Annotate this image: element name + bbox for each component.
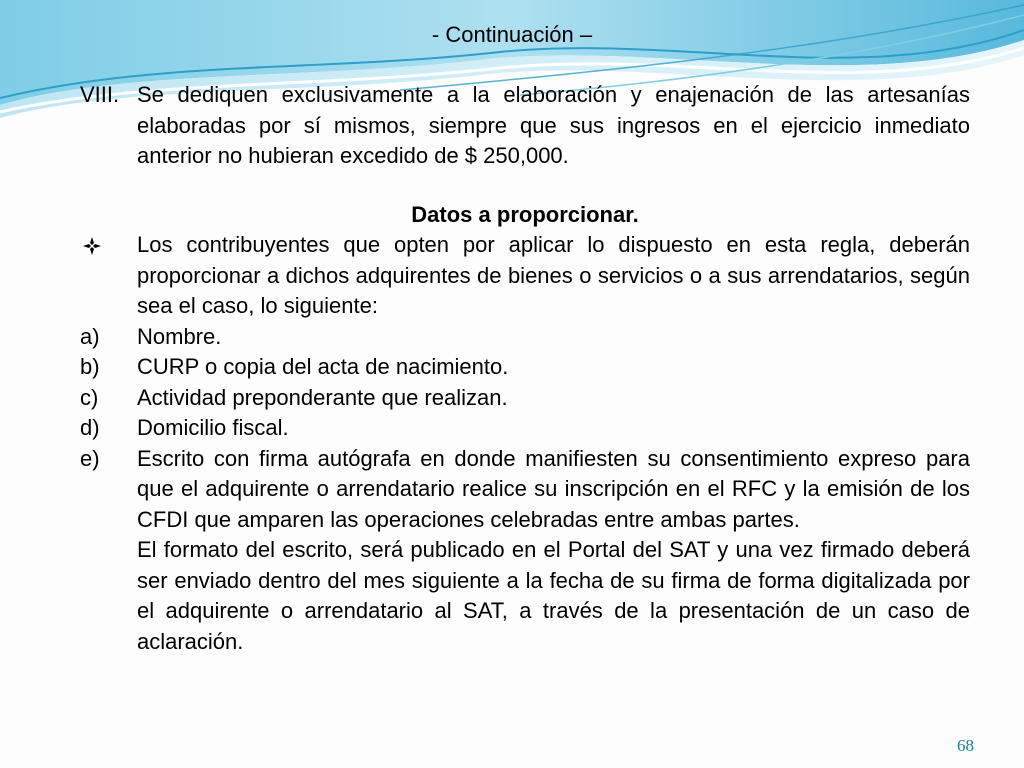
list-marker: c): [80, 384, 99, 410]
list-item-text: CURP o copia del acta de nacimiento.: [137, 354, 509, 379]
list-item-text: Se dediquen exclusivamente a la elaboración y enajenación de las artesanías elaboradas por sí mismos, siempre que sus ingresos en el ejercicio inmediato anterior no hubieran excedido de $ 250,000.: [137, 82, 970, 168]
list-item-b: [80, 352, 970, 383]
bullet-text: Los contribuyentes que opten por aplicar lo dispuesto en esta regla, deberán proporcionar a dichos adquirentes de bienes o servicios o a sus arrendatarios, según sea el caso, lo siguiente:: [137, 232, 970, 318]
list-marker: a): [80, 323, 100, 349]
list-item-text: Actividad preponderante que realizan.: [137, 384, 508, 410]
list-marker: d): [80, 415, 100, 440]
list-item-text: Nombre.: [137, 323, 222, 349]
diamond-bullet-icon: [83, 237, 101, 255]
list-item-e: [80, 444, 970, 536]
list-item-viii: [80, 80, 970, 172]
list-item-d: [80, 413, 970, 444]
list-item-text: Domicilio fiscal.: [137, 415, 289, 440]
section-heading: Datos a proporcionar.: [411, 201, 639, 227]
slide-title: - Continuación –: [431, 22, 593, 47]
list-marker: b): [80, 354, 100, 379]
list-marker: VIII.: [80, 82, 120, 107]
slide-content: [80, 80, 970, 657]
list-item-a: [80, 322, 970, 353]
bullet-item: [80, 230, 970, 322]
list-item-text: Escrito con firma autógrafa en donde manifiesten su consentimiento expreso para que el adquirente o arrendatario realice su inscripción en el RFC y la emisión de los CFDI que amparen las operaciones celebradas entre ambas partes.: [137, 445, 970, 532]
list-item-c: [80, 383, 970, 414]
closing-paragraph: El formato del escrito, será publicado en el Portal del SAT y una vez firmado deberá ser enviado dentro del mes siguiente a la fecha de su firma de forma digitalizada por el adquirente o arrendatario al SAT, a través de la presentación de un caso de aclaración.: [137, 537, 970, 654]
list-marker: e): [80, 445, 100, 471]
page-number: 68: [957, 736, 974, 755]
closing-paragraph-row: [80, 535, 970, 657]
